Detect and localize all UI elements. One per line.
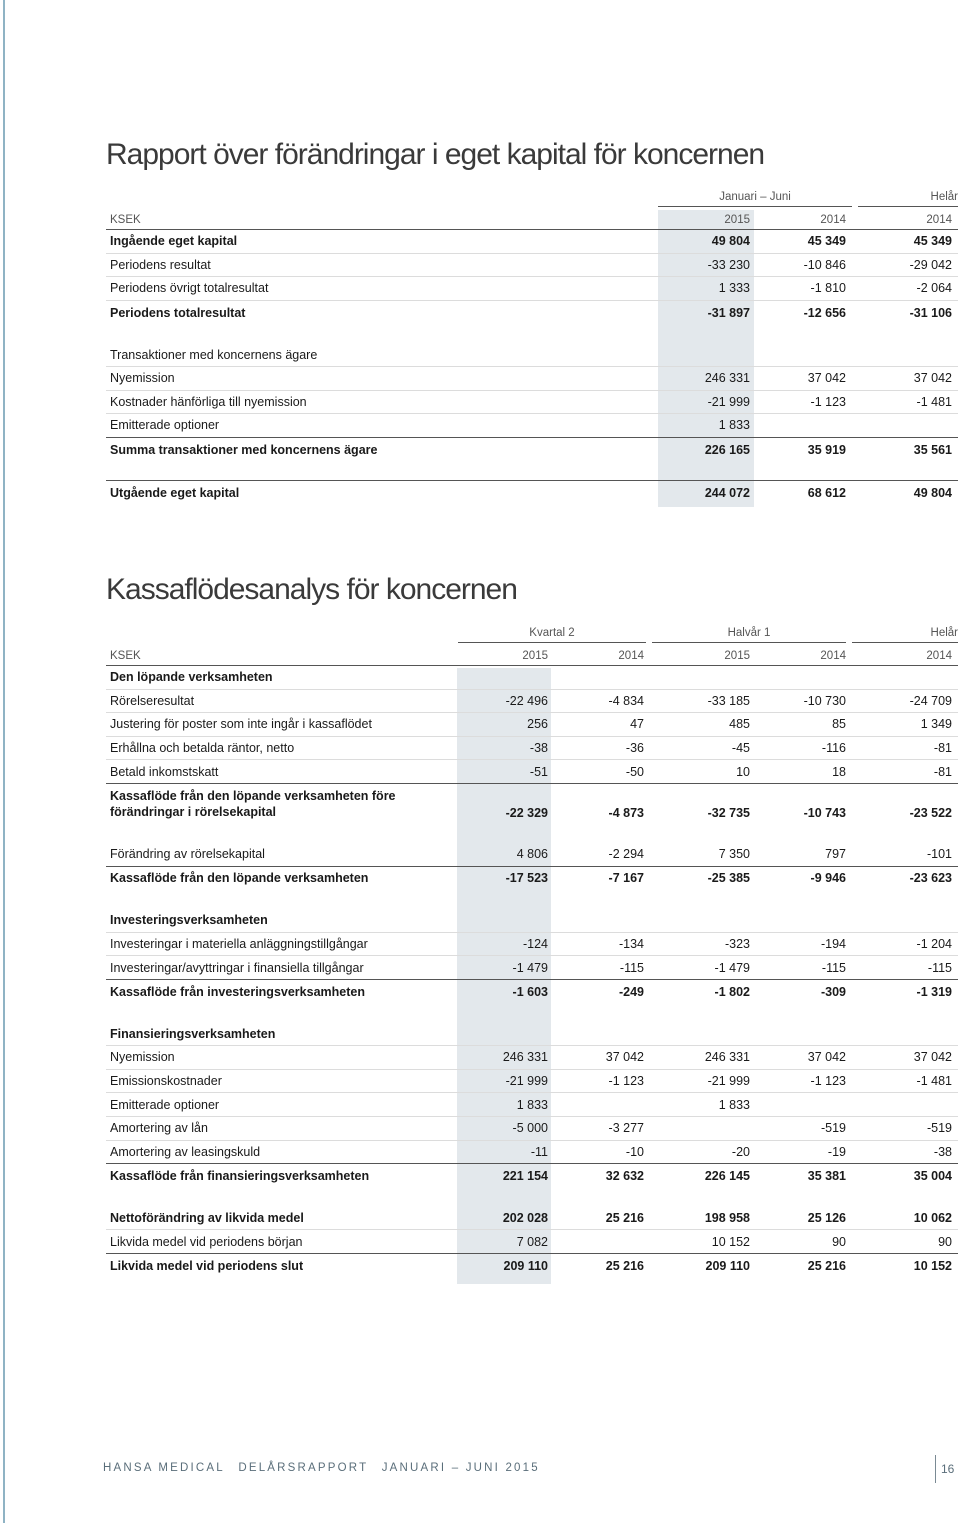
equity-cell: 49 804 (711, 234, 750, 249)
cashflow-row-label: Kassaflöde från den löpande verksamheten före förändringar i rörelsekapital (110, 788, 396, 819)
cashflow-cell: -5 000 (512, 1121, 548, 1136)
page-margin-rule (3, 0, 5, 1523)
cashflow-cell: -23 522 (909, 805, 952, 820)
cashflow-cell: -38 (933, 1144, 952, 1159)
cashflow-cell: 226 145 (704, 1168, 750, 1183)
cashflow-year-col4: 2014 (820, 649, 846, 662)
cashflow-row-label: Emissionskostnader (110, 1074, 222, 1089)
cashflow-row-label: Finansieringsverksamheten (110, 1026, 276, 1041)
cashflow-row-label: Nettoförändring av likvida medel (110, 1210, 304, 1225)
equity-cell: 1 833 (718, 418, 750, 433)
cashflow-cell: 10 152 (913, 1258, 952, 1273)
cashflow-cell: -19 (827, 1144, 846, 1159)
equity-cell: -1 810 (810, 281, 846, 296)
cashflow-row (106, 713, 958, 737)
cashflow-cell: 37 042 (605, 1050, 644, 1065)
cashflow-cell: -38 (529, 741, 548, 756)
cashflow-cell: 25 126 (807, 1210, 846, 1225)
cashflow-cell: 797 (825, 847, 846, 862)
cashflow-cell: -1 479 (714, 960, 750, 975)
cashflow-cell: -1 603 (512, 984, 548, 999)
equity-cell: 244 072 (704, 485, 750, 500)
cashflow-row-label: Rörelseresultat (110, 693, 195, 708)
equity-cell: -1 481 (916, 394, 952, 409)
cashflow-cell: -115 (619, 960, 644, 975)
cashflow-cell: 198 958 (704, 1210, 750, 1225)
equity-year-header-row (106, 210, 958, 230)
cashflow-row (106, 1093, 958, 1117)
cashflow-cell: 90 (832, 1234, 846, 1249)
cashflow-cell: -36 (625, 741, 644, 756)
cashflow-cell: 25 216 (605, 1210, 644, 1225)
cashflow-cell: 4 806 (516, 847, 548, 862)
cashflow-cell: -116 (821, 741, 846, 756)
cashflow-cell: 25 216 (807, 1258, 846, 1273)
cashflow-cell: -50 (625, 764, 644, 779)
cashflow-cell: 246 331 (502, 1050, 548, 1065)
cashflow-cell: -51 (529, 764, 548, 779)
cashflow-row (106, 909, 958, 933)
equity-cell: 45 349 (913, 234, 952, 249)
cashflow-row-label: Investeringsverksamheten (110, 913, 268, 928)
equity-cell: 68 612 (807, 485, 846, 500)
equity-cell: -21 999 (707, 394, 750, 409)
cashflow-cell: 256 (527, 717, 548, 732)
cashflow-row (106, 867, 958, 891)
cashflow-table (106, 624, 958, 1277)
equity-row-label: Periodens övrigt totalresultat (110, 281, 269, 296)
equity-row-label: Summa transaktioner med koncernens ägare (110, 442, 378, 457)
cashflow-cell: -10 730 (803, 693, 846, 708)
cashflow-year-col2: 2014 (618, 649, 644, 662)
equity-cell: 45 349 (807, 234, 846, 249)
cashflow-row-label: Likvida medel vid periodens början (110, 1234, 303, 1249)
cashflow-cell: 35 381 (807, 1168, 846, 1183)
equity-year-col1: 2015 (724, 213, 750, 226)
cashflow-row (106, 737, 958, 761)
cashflow-cell: 25 216 (605, 1258, 644, 1273)
cashflow-cell: -45 (731, 741, 750, 756)
equity-row-label: Utgående eget kapital (110, 485, 240, 500)
cashflow-cell: -115 (821, 960, 846, 975)
cashflow-cell: 18 (832, 764, 846, 779)
cashflow-cell: -20 (731, 1144, 750, 1159)
equity-group-header-row (106, 188, 958, 210)
equity-rows (106, 230, 958, 504)
cashflow-year-col1: 2015 (522, 649, 548, 662)
equity-row (106, 301, 958, 325)
equity-row-label: Periodens resultat (110, 257, 211, 272)
equity-row-label: Ingående eget kapital (110, 234, 238, 249)
cashflow-row-label: Den löpande verksamheten (110, 670, 273, 685)
cashflow-cell: -134 (618, 937, 644, 952)
cashflow-cell: -2 294 (608, 847, 644, 862)
cashflow-row-label: Kassaflöde från finansieringsverksamheten (110, 1168, 370, 1183)
cashflow-cell: -249 (618, 984, 644, 999)
cashflow-cell: -33 185 (707, 693, 750, 708)
cashflow-row-label: Emitterade optioner (110, 1097, 220, 1112)
cashflow-cell: -1 319 (916, 984, 952, 999)
cashflow-year-col5: 2014 (926, 649, 952, 662)
cashflow-cell: -81 (933, 741, 952, 756)
equity-row-label: Periodens totalresultat (110, 305, 246, 320)
equity-group-half-year: Januari – Juni (658, 191, 852, 207)
cashflow-row (106, 1254, 958, 1278)
cashflow-cell: -21 999 (707, 1074, 750, 1089)
cashflow-cell: -25 385 (707, 871, 750, 886)
equity-cell: -31 897 (707, 305, 750, 320)
cashflow-cell: 85 (832, 717, 846, 732)
cashflow-cell: 221 154 (502, 1168, 548, 1183)
cashflow-row (106, 1230, 958, 1254)
cashflow-cell: -10 743 (803, 805, 846, 820)
cashflow-cell: 7 350 (718, 847, 750, 862)
equity-cell: 246 331 (704, 371, 750, 386)
cashflow-cell: -1 479 (512, 960, 548, 975)
cashflow-group-full-year: Helår (852, 627, 958, 643)
cashflow-cell: -81 (933, 764, 952, 779)
cashflow-row (106, 980, 958, 1004)
cashflow-cell: 90 (938, 1234, 952, 1249)
cashflow-row (106, 1207, 958, 1231)
cashflow-cell: -519 (926, 1121, 952, 1136)
equity-row (106, 277, 958, 301)
cashflow-row (106, 843, 958, 867)
cashflow-year-col3: 2015 (724, 649, 750, 662)
page-number: 16 (941, 1462, 955, 1476)
equity-row (106, 367, 958, 391)
equity-cell: -1 123 (810, 394, 846, 409)
cashflow-row (106, 690, 958, 714)
equity-year-col2: 2014 (820, 213, 846, 226)
footer-report: DELÅRSRAPPORT (238, 1462, 369, 1474)
equity-row-label: Emitterade optioner (110, 418, 220, 433)
equity-cell: -31 106 (909, 305, 952, 320)
cashflow-cell: -24 709 (909, 693, 952, 708)
cashflow-cell: -7 167 (608, 871, 644, 886)
cashflow-cell: 485 (729, 717, 750, 732)
cashflow-cell: 209 110 (503, 1258, 548, 1273)
cashflow-cell: 10 152 (711, 1234, 750, 1249)
equity-row (106, 254, 958, 278)
equity-row (106, 391, 958, 415)
equity-cell: -12 656 (803, 305, 846, 320)
equity-group-full-year: Helår (858, 191, 958, 207)
equity-cell: 37 042 (913, 371, 952, 386)
cashflow-cell: 10 (736, 764, 750, 779)
cashflow-cell: -309 (820, 984, 846, 999)
cashflow-cell: 47 (630, 717, 644, 732)
cashflow-cell: 1 349 (920, 717, 952, 732)
cashflow-cell: -17 523 (505, 871, 548, 886)
cashflow-cell: 209 110 (705, 1258, 750, 1273)
cashflow-row (106, 666, 958, 690)
equity-row (106, 343, 958, 367)
cashflow-row-label: Likvida medel vid periodens slut (110, 1258, 304, 1273)
cashflow-row (106, 933, 958, 957)
cashflow-cell: -1 481 (916, 1074, 952, 1089)
equity-cell: -33 230 (707, 257, 750, 272)
cashflow-title: Kassaflödesanalys för koncernen (106, 573, 517, 606)
cashflow-cell: -1 204 (916, 937, 952, 952)
cashflow-cell: 37 042 (913, 1050, 952, 1065)
cashflow-cell: 1 833 (516, 1097, 548, 1112)
cashflow-cell: -22 496 (505, 693, 548, 708)
cashflow-row-label: Nyemission (110, 1050, 175, 1065)
cashflow-row-label: Amortering av leasingskuld (110, 1144, 261, 1159)
cashflow-row (106, 1023, 958, 1047)
cashflow-year-header-row (106, 646, 958, 666)
cashflow-row (106, 1046, 958, 1070)
equity-row-label: Kostnader hänförliga till nyemission (110, 394, 307, 409)
cashflow-cell: -194 (820, 937, 846, 952)
cashflow-row (106, 1070, 958, 1094)
page-footer (103, 1462, 540, 1474)
cashflow-row-label: Amortering av lån (110, 1121, 208, 1136)
equity-row (106, 438, 958, 462)
cashflow-row-label: Investeringar/avyttringar i finansiella tillgångar (110, 960, 364, 975)
cashflow-cell: -519 (820, 1121, 846, 1136)
cashflow-row-label: Investeringar i materiella anläggningstillgångar (110, 937, 368, 952)
equity-row-label: Nyemission (110, 371, 175, 386)
equity-cell: 35 561 (913, 442, 952, 457)
ksek-label: KSEK (110, 213, 141, 226)
cashflow-cell: -4 873 (608, 805, 644, 820)
equity-cell: -10 846 (803, 257, 846, 272)
cashflow-cell: -124 (522, 937, 548, 952)
cashflow-cell: -21 999 (505, 1074, 548, 1089)
equity-cell: 49 804 (913, 485, 952, 500)
equity-row-label: Transaktioner med koncernens ägare (110, 347, 318, 362)
equity-cell: 1 333 (718, 281, 750, 296)
cashflow-cell: -1 802 (714, 984, 750, 999)
equity-title: Rapport över förändringar i eget kapital för koncernen (106, 138, 765, 171)
cashflow-row (106, 784, 958, 824)
cashflow-cell: 37 042 (807, 1050, 846, 1065)
cashflow-cell: -115 (927, 960, 952, 975)
cashflow-cell: 35 004 (913, 1168, 952, 1183)
footer-company: HANSA MEDICAL (103, 1462, 225, 1474)
cashflow-row (106, 1164, 958, 1188)
equity-cell: 37 042 (807, 371, 846, 386)
equity-table (106, 188, 958, 504)
cashflow-row-label: Erhållna och betalda räntor, netto (110, 741, 295, 756)
cashflow-cell: 246 331 (704, 1050, 750, 1065)
cashflow-cell: -101 (926, 847, 952, 862)
equity-row (106, 414, 958, 438)
cashflow-group-quarter: Kvartal 2 (458, 627, 646, 643)
cashflow-cell: -11 (530, 1144, 548, 1159)
cashflow-row-label: Kassaflöde från investeringsverksamheten (110, 984, 365, 999)
cashflow-row (106, 1141, 958, 1165)
cashflow-cell: 10 062 (913, 1210, 952, 1225)
cashflow-group-header-row (106, 624, 958, 646)
equity-cell: -29 042 (909, 257, 952, 272)
cashflow-group-half-year: Halvår 1 (652, 627, 846, 643)
cashflow-row (106, 760, 958, 784)
cashflow-cell: 32 632 (605, 1168, 644, 1183)
cashflow-cell: -22 329 (505, 805, 548, 820)
cashflow-row (106, 1117, 958, 1141)
cashflow-cell: -1 123 (608, 1074, 644, 1089)
equity-cell: 226 165 (704, 442, 750, 457)
ksek-label: KSEK (110, 649, 141, 662)
cashflow-cell: -1 123 (810, 1074, 846, 1089)
cashflow-cell: -10 (625, 1144, 644, 1159)
cashflow-row-label: Betald inkomstskatt (110, 764, 219, 779)
cashflow-cell: -3 277 (608, 1121, 644, 1136)
cashflow-rows (106, 666, 958, 1277)
cashflow-row (106, 956, 958, 980)
cashflow-cell: 202 028 (502, 1210, 548, 1225)
cashflow-cell: -23 623 (909, 871, 952, 886)
cashflow-cell: 1 833 (718, 1097, 750, 1112)
footer-period: JANUARI – JUNI 2015 (381, 1462, 540, 1474)
cashflow-row-label: Kassaflöde från den löpande verksamheten (110, 871, 369, 886)
cashflow-cell: -32 735 (707, 805, 750, 820)
cashflow-cell: 7 082 (516, 1234, 548, 1249)
page-number-divider (935, 1455, 936, 1483)
equity-cell: -2 064 (916, 281, 952, 296)
equity-row (106, 230, 958, 254)
cashflow-row-label: Förändring av rörelsekapital (110, 847, 265, 862)
cashflow-row-label: Justering för poster som inte ingår i kassaflödet (110, 717, 372, 732)
cashflow-cell: -4 834 (608, 693, 644, 708)
equity-year-col3: 2014 (926, 213, 952, 226)
equity-cell: 35 919 (807, 442, 846, 457)
cashflow-cell: -323 (724, 937, 750, 952)
equity-row (106, 480, 958, 504)
cashflow-cell: -9 946 (810, 871, 846, 886)
